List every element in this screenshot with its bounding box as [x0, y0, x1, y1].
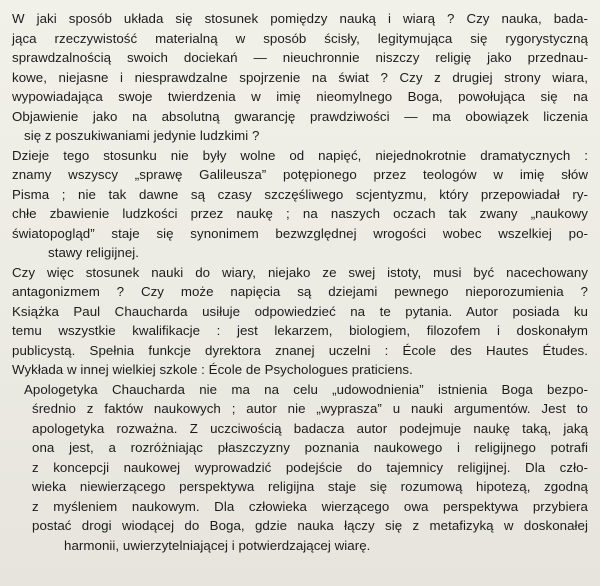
paragraph-1	[12, 9, 588, 146]
text-line: Objawienie jako na absolutną gwarancję prawdziwości — ma obowiązek liczenia	[12, 108, 588, 124]
text-line: Apologetyka Chaucharda nie ma na celu „udowodnienia” istnienia Boga bezpo-	[24, 381, 588, 397]
text-line: Książka Paul Chaucharda usiłuje odpowiedzieć na te pytania. Autor posiada ku	[12, 303, 588, 319]
text-line: średnio z faktów naukowych ; autor nie „wyprasza” u nauki argumentów. Jest to	[32, 401, 588, 416]
text-line: temu wszystkie kwalifikacje : jest lekarzem, biologiem, filozofem i doskonałym	[12, 323, 588, 338]
paragraph-3	[12, 263, 588, 380]
text-line: apologetyka rozważna. Z uczciwością badacza autor podejmuje naukę taką, jaką	[32, 420, 588, 436]
text-line: wieka niewierzącego perspektywa religijna staje się rozumową hipotezą, zgodną	[32, 479, 588, 494]
text-line: z myśleniem naukowym. Dla człowieka wierzącego owa perspektywa przybiera	[32, 498, 588, 514]
text-line: harmonii, uwierzytelniającej i potwierdzającej wiarę.	[64, 537, 371, 553]
text-line: antagonizmem ? Czy może napięcia są dziejami pewnego nieporozumienia ?	[12, 284, 588, 299]
text-line: postać drogi wiodącej do Boga, gdzie nauka łączy się z metafizyką w doskonałej	[32, 518, 588, 533]
text-line: sprawdzalnością swoich dociekań — nieuchronnie niszczy religię jako przednau-	[12, 50, 588, 65]
text-line: Czy więc stosunek nauki do wiary, niejako ze swej istoty, musi być nacechowany	[12, 264, 588, 280]
text-line: stawy religijnej.	[48, 245, 140, 260]
text-line: znamy wszyscy „sprawę Galileusza” potępionego przez teologów w imię słów	[12, 167, 588, 182]
text-line: chłe zbawienie ludzkości przez naukę ; na naszych oczach tak zwany „naukowy	[12, 206, 588, 221]
text-line: z koncepcji naukowej wyprowadzić podejście do tajemnicy religijnej. Dla czło-	[32, 459, 588, 475]
text-line: Pisma ; nie tak dawne są czasy szczęśliwego scjentyzmu, który przepowiadał ry-	[12, 186, 588, 202]
text-line: jąca rzeczywistość materialną w sposób ścisły, legitymująca się rygorystyczną	[12, 30, 588, 46]
text-line: światopogląd” staje się synonimem bezwzględnej wrogości wobec wszelkiej po-	[12, 225, 588, 241]
text-line: Dzieje tego stosunku nie były wolne od napięć, niejednokrotnie dramatycznych :	[12, 147, 588, 163]
text-line: kowe, niejasne i niesprawdzalne spojrzenie na świat ? Czy z drugiej strony wiara,	[12, 69, 588, 85]
text-line: W jaki sposób układa się stosunek pomiędzy nauką i wiarą ? Czy nauka, bada-	[12, 11, 588, 26]
text-line: publicystą. Spełnia funkcje dyrektora znanej uczelni : École des Hautes Études.	[12, 342, 588, 358]
text-line: Wykłada w innej wielkiej szkole : École de Psychologues praticiens.	[12, 362, 413, 377]
text-line: ona jest, a rozróżniając płaszczyzny poznania naukowego i religijnego potrafi	[32, 440, 588, 455]
text-line: się z poszukiwaniami jedynie ludzkimi ?	[24, 128, 260, 143]
text-line: wypowiadająca swoje twierdzenia w imię nieomylnego Boga, powołująca się na	[12, 89, 588, 104]
paragraph-2	[12, 146, 588, 263]
paragraph-4	[12, 380, 588, 556]
